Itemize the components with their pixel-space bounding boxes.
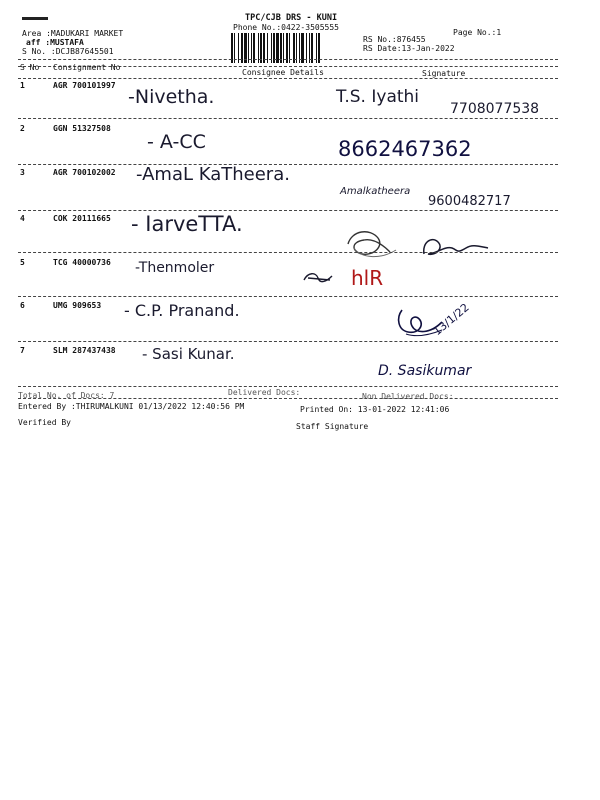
column-consignee: Consignee Details xyxy=(242,68,324,77)
row-number: 4 xyxy=(20,214,25,223)
phone-handwritten: 7708077538 xyxy=(450,101,540,117)
signature-handwritten: 13/1/22 xyxy=(430,300,472,339)
signature-scribble xyxy=(340,224,510,264)
verified-by: Verified By xyxy=(18,418,71,427)
column-sno: S No xyxy=(20,63,40,72)
row-number: 7 xyxy=(20,346,25,355)
consignment-number: GGN 51327508 xyxy=(53,124,111,133)
row-number: 3 xyxy=(20,168,25,177)
consignee-handwritten: -Thenmoler xyxy=(135,260,215,276)
consignee-handwritten: - A-CC xyxy=(147,131,206,153)
drs-number: S No. :DCJB87645501 xyxy=(22,47,114,56)
divider-footer-bottom xyxy=(18,398,558,399)
row-number: 5 xyxy=(20,258,25,267)
consignment-number: AGR 700101997 xyxy=(53,81,116,90)
consignee-handwritten: - Sasi Kunar. xyxy=(142,345,235,363)
row-divider xyxy=(18,118,558,119)
consignee-handwritten: - C.P. Pranand. xyxy=(124,301,240,320)
report-title: TPC/CJB DRS - KUNI xyxy=(245,13,338,23)
phone-number: Phone No.:0422-3505555 xyxy=(233,23,339,32)
staff-signature: Staff Signature xyxy=(296,422,369,431)
total-docs: Total No. of Docs: 7 xyxy=(18,391,115,400)
row-divider xyxy=(18,252,558,253)
divider-footer-top xyxy=(18,386,558,387)
signature-handwritten: D. Sasikumar xyxy=(378,363,472,379)
consignee-handwritten: - IarveTTA. xyxy=(131,212,243,236)
staff-label: aff :MUSTAFA xyxy=(26,38,84,47)
row-divider xyxy=(18,296,558,297)
divider-top xyxy=(18,59,558,60)
row-divider xyxy=(18,210,558,211)
page-number: Page No.:1 xyxy=(453,28,502,37)
consignee-handwritten: -Nivetha. xyxy=(128,86,215,108)
signature-handwritten: hlR xyxy=(351,266,384,290)
signature-handwritten: 8662467362 xyxy=(338,137,472,161)
consignment-number: TCG 40000736 xyxy=(53,258,111,267)
consignment-number: UMG 909653 xyxy=(53,301,102,310)
row-divider xyxy=(18,341,558,342)
area-label: Area :MADUKARI MARKET xyxy=(22,29,124,38)
row-number: 1 xyxy=(20,81,25,90)
rs-number: RS No.:876455 xyxy=(363,35,426,44)
row-number: 2 xyxy=(20,124,25,133)
consignee-handwritten: -AmaL KaTheera. xyxy=(136,164,290,185)
column-signature: Signature xyxy=(422,69,466,78)
phone-handwritten: 9600482717 xyxy=(428,194,511,209)
consignment-number: COK 20111665 xyxy=(53,214,111,223)
column-consignment: Consignment No xyxy=(53,63,121,72)
signature-handwritten: T.S. Iyathi xyxy=(336,87,420,107)
rs-date: RS Date:13-Jan-2022 xyxy=(363,44,455,53)
signature-handwritten: Amalkatheera xyxy=(340,186,411,197)
printed-on: Printed On: 13-01-2022 12:41:06 xyxy=(300,405,450,414)
entered-by: Entered By :THIRUMALKUNI 01/13/2022 12:40:56 PM xyxy=(18,402,245,411)
corner-mark xyxy=(22,17,48,20)
consignment-number: AGR 700102002 xyxy=(53,168,116,177)
signature-scribble xyxy=(302,270,338,286)
non-delivered-docs: Non Delivered Docs: xyxy=(362,392,454,401)
divider-header-bottom xyxy=(18,78,558,79)
row-number: 6 xyxy=(20,301,25,310)
delivered-docs: Delivered Docs: xyxy=(228,388,301,397)
consignment-number: SLM 287437438 xyxy=(53,346,116,355)
